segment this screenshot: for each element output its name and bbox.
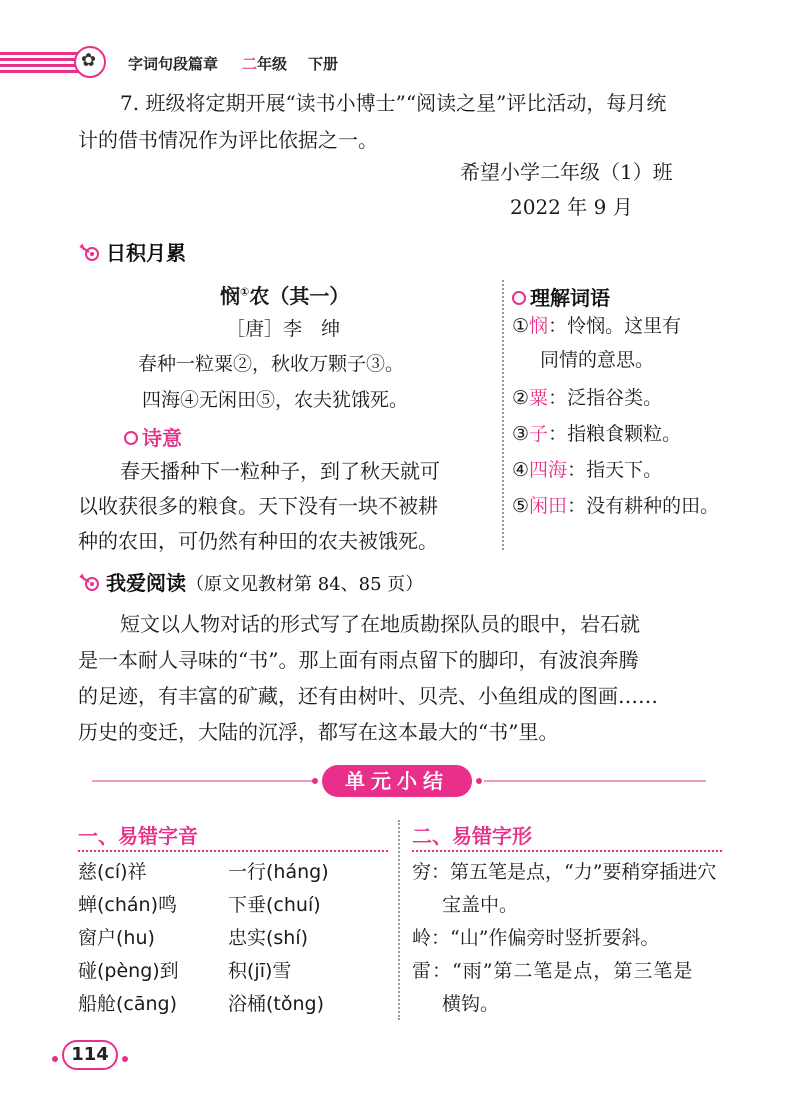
reading-line-1: 短文以人物对话的形式写了在地质勘探队员的眼中，岩石就 <box>120 612 640 636</box>
pron-left-4: 碰(pèng)到 <box>78 960 179 982</box>
poem-meaning-line-3: 种的农田，可仍然有种田的农夫被饿死。 <box>78 529 438 553</box>
pronunciation-title-rule <box>78 850 388 852</box>
poem-line-1: 春种一粒粟②，秋收万颗子③。 <box>138 353 405 375</box>
series-title: 字词句段篇章 <box>128 55 219 73</box>
reading-line-4: 历史的变迁，大陆的沉浮，都写在这本最大的“书”里。 <box>78 720 559 744</box>
grade-label: 二年级 <box>242 55 288 73</box>
pron-left-5: 船舱(cāng) <box>78 993 178 1015</box>
form-line-1: 穷：第五笔是点，“力”要稍穿插进穴 <box>412 861 717 883</box>
poem-meaning-line-2: 以收获很多的粮食。天下没有一块不被耕 <box>78 494 438 518</box>
glossary-item-2: ②粟：泛指谷类。 <box>512 387 663 409</box>
pron-right-1: 一行(háng) <box>228 861 329 883</box>
ring-icon <box>512 291 526 305</box>
form-line-3: 岭：“山”作偏旁时竖折要斜。 <box>412 927 660 949</box>
glossary-item-3: ③子：指粮食颗粒。 <box>512 423 682 445</box>
page-header <box>0 44 800 80</box>
banner-rule-left <box>92 780 314 782</box>
poem-author: ［唐］李 绅 <box>226 318 341 340</box>
glossary-item-1-cont: 同情的意思。 <box>540 349 655 371</box>
poem-meaning-line-1: 春天播种下一粒种子，到了秋天就可 <box>120 459 440 483</box>
glossary-item-5: ⑤闲田：没有耕种的田。 <box>512 495 720 517</box>
form-title-rule <box>412 850 722 852</box>
mascot-icon: ✿ <box>74 46 106 78</box>
glossary-label: 理解词语 <box>512 282 610 311</box>
poem-line-2: 四海④无闲田⑤，农夫犹饿死。 <box>142 389 409 411</box>
pron-right-3: 忠实(shí) <box>228 927 309 949</box>
form-line-2: 宝盖中。 <box>442 894 519 916</box>
pron-left-2: 蝉(chán)鸣 <box>78 894 177 916</box>
page-number: 114 <box>62 1040 118 1070</box>
notice-signature: 希望小学二年级（1）班 <box>460 160 673 184</box>
unit-summary-banner: 单元小结 <box>322 765 472 797</box>
poem-meaning-label: 诗意 <box>124 422 182 451</box>
pron-right-5: 浴桶(tǒng) <box>228 993 325 1015</box>
target-icon <box>78 572 100 594</box>
summary-divider <box>398 820 400 1020</box>
pron-right-2: 下垂(chuí) <box>228 894 321 916</box>
banner-dot-right <box>476 778 482 784</box>
target-icon <box>78 242 100 264</box>
glossary-item-1: ①悯：怜悯。这里有 <box>512 315 682 337</box>
volume-label: 下册 <box>308 55 339 73</box>
pronunciation-title: 一、易错字音 <box>78 824 198 848</box>
notice-item-7-line1: 7. 班级将定期开展“读书小博士”“阅读之星”评比活动，每月统 <box>120 91 667 115</box>
form-title: 二、易错字形 <box>412 824 532 848</box>
form-line-4: 雷：“雨”第二笔是点，第三笔是 <box>412 960 694 982</box>
ring-icon <box>124 431 138 445</box>
pron-left-1: 慈(cí)祥 <box>78 861 147 883</box>
notice-item-7-line2: 计的借书情况作为评比依据之一。 <box>78 128 378 152</box>
header-stripe-band <box>0 52 82 74</box>
glossary-divider <box>502 280 504 550</box>
pagenum-dot <box>52 1056 58 1062</box>
pron-left-3: 窗户(hu) <box>78 927 155 949</box>
pron-right-4: 积(jī)雪 <box>228 960 292 982</box>
section-reading-title: 我爱阅读（原文见教材第 84、85 页） <box>78 567 423 595</box>
form-line-5: 横钩。 <box>442 993 500 1015</box>
pagenum-dot <box>122 1056 128 1062</box>
glossary-item-4: ④四海：指天下。 <box>512 459 663 481</box>
poem-title: 悯①农（其一） <box>220 284 350 308</box>
banner-dot-left <box>312 778 318 784</box>
notice-date: 2022 年 9 月 <box>510 195 633 219</box>
reading-line-2: 是一本耐人寻味的“书”。那上面有雨点留下的脚印，有波浪奔腾 <box>78 648 639 672</box>
section-accumulate-title: 日积月累 <box>78 237 186 265</box>
banner-rule-right <box>484 780 706 782</box>
reading-line-3: 的足迹，有丰富的矿藏，还有由树叶、贝壳、小鱼组成的图画…… <box>78 684 658 708</box>
